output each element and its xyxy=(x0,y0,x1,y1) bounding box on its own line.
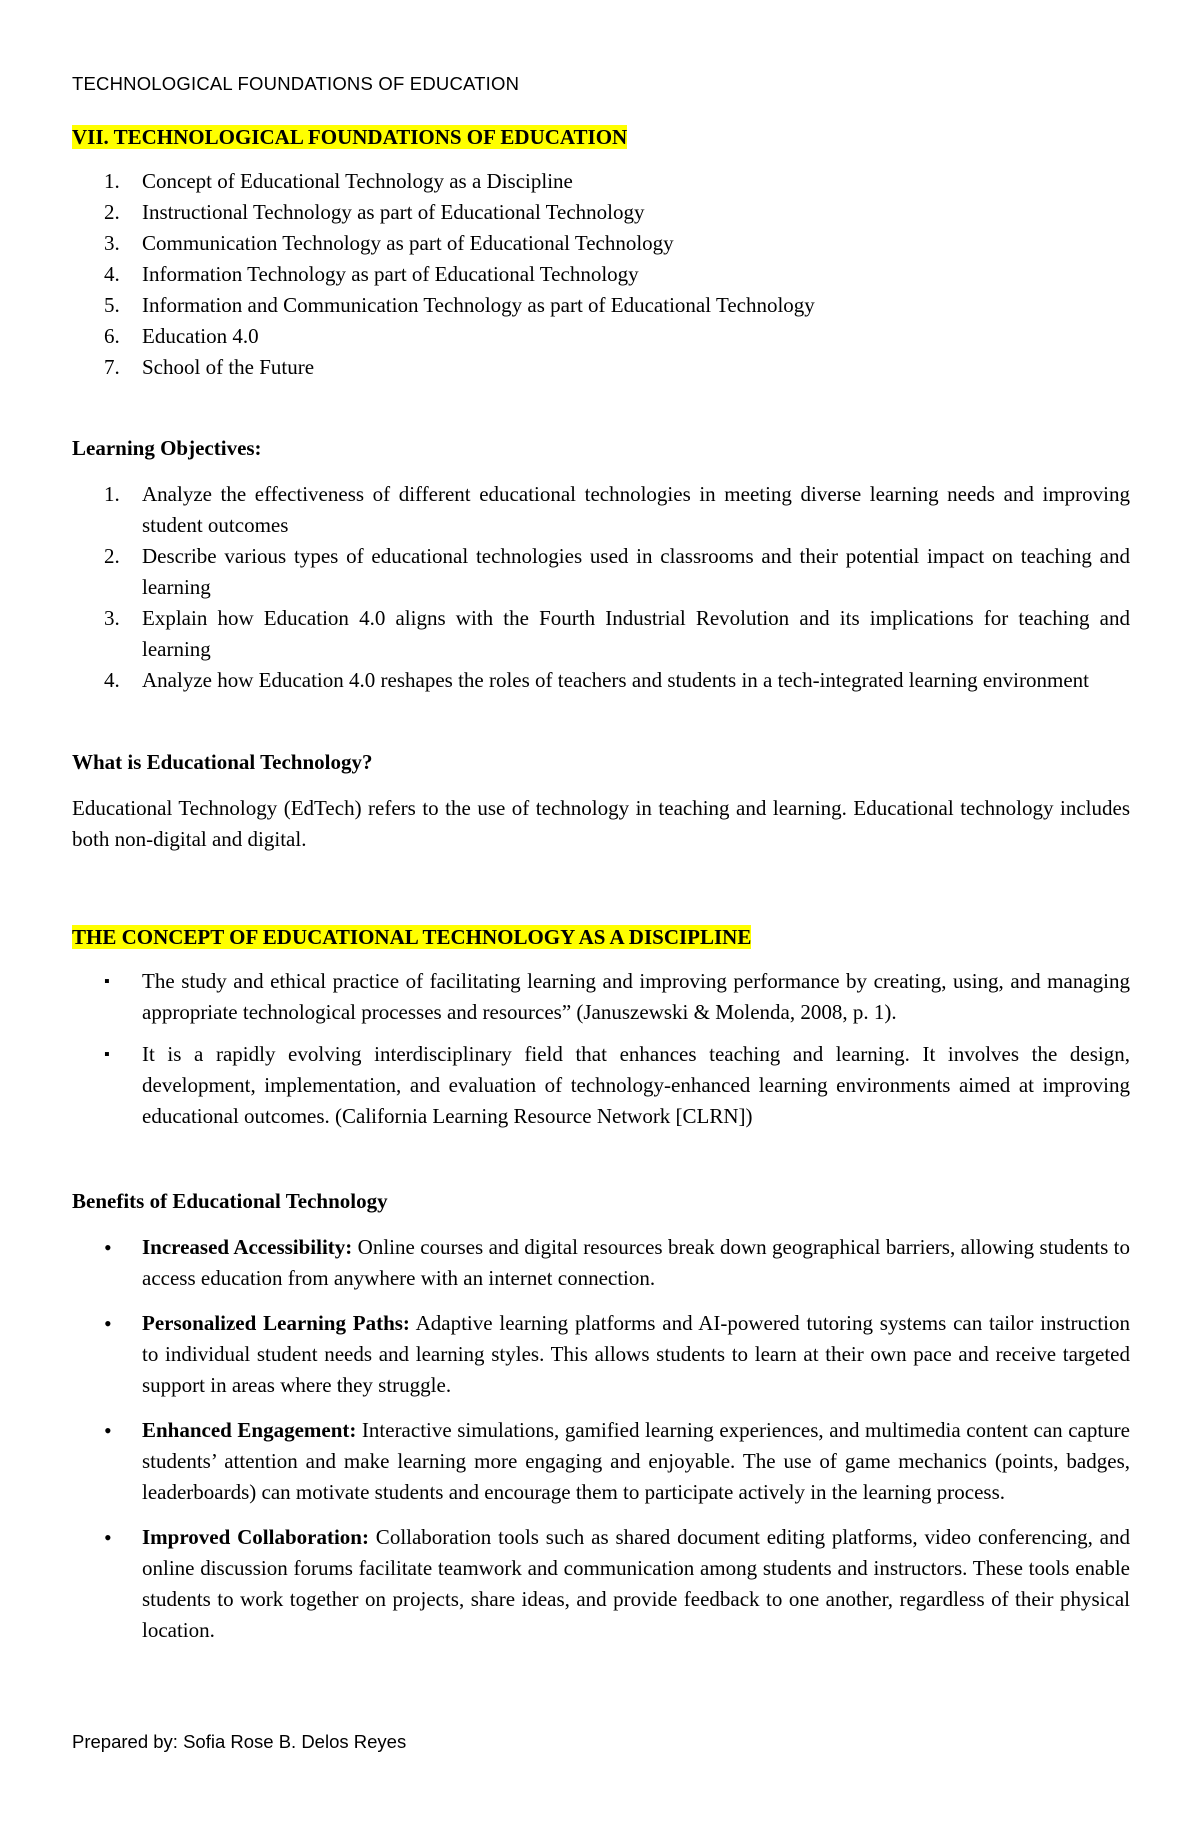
list-number: 5. xyxy=(104,293,120,317)
objective-item xyxy=(72,665,1130,696)
objective-item xyxy=(72,541,1130,603)
topic-item xyxy=(72,259,1130,290)
list-item-text: Describe various types of educational technologies used in classrooms and their potential impact on teaching and learning xyxy=(142,544,1130,599)
benefit-description: Interactive simulations, gamified learning experiences, and multimedia content can capture students’ attention and make learning more engaging and enjoyable. The use of game mechanics (points, badges, leaderboards) can motivate students and encourage them to participate actively in the learning process. xyxy=(142,1418,1131,1504)
list-item-text: School of the Future xyxy=(142,355,315,379)
topic-item xyxy=(72,290,1130,321)
list-number: 7. xyxy=(104,355,120,379)
benefits-heading: Benefits of Educational Technology xyxy=(72,1189,388,1213)
topic-item xyxy=(72,228,1130,259)
concept-bullet-text: The study and ethical practice of facilitating learning and improving performance by creating, using, and managing appropriate technological processes and resources” (Januszewski & Molenda, 2008, p. 1). xyxy=(142,969,1130,1024)
benefit-description: Adaptive learning platforms and AI-powered tutoring systems can tailor instruction to individual student needs and learning styles. This allows students to learn at their own pace and receive targeted support in areas where they struggle. xyxy=(142,1311,1130,1397)
list-number: 2. xyxy=(104,544,120,568)
topic-item xyxy=(72,321,1130,352)
list-item-text: Information Technology as part of Educational Technology xyxy=(142,262,639,286)
list-number: 6. xyxy=(104,324,120,348)
list-item-text: Education 4.0 xyxy=(142,324,259,348)
list-item-text: Analyze the effectiveness of different educational technologies in meeting diverse learning needs and improving student outcomes xyxy=(142,482,1130,537)
list-item-text: Concept of Educational Technology as a Discipline xyxy=(142,169,573,193)
concept-title xyxy=(72,922,751,953)
what-is-heading: What is Educational Technology? xyxy=(72,750,373,774)
list-item-text: Communication Technology as part of Educational Technology xyxy=(142,231,674,255)
benefits-list-block xyxy=(72,1232,1130,1660)
topic-item xyxy=(72,166,1130,197)
benefit-description: Online courses and digital resources break down geographical barriers, allowing students to access education from anywhere with an internet connection. xyxy=(142,1235,1130,1290)
bullet-dot-icon: • xyxy=(104,1311,112,1336)
concept-bullets xyxy=(72,966,1130,1132)
concept-title-text: THE CONCEPT OF EDUCATIONAL TECHNOLOGY AS A DISCIPLINE xyxy=(72,925,752,949)
topic-item xyxy=(72,197,1130,228)
objectives-list xyxy=(72,479,1130,696)
benefit-term: Enhanced Engagement: xyxy=(142,1418,357,1442)
list-number: 3. xyxy=(104,606,120,630)
topics-list-block xyxy=(72,166,1130,383)
topics-list xyxy=(72,166,1130,383)
benefit-item xyxy=(72,1308,1130,1401)
benefit-item xyxy=(72,1232,1130,1294)
square-bullet-icon: ▪ xyxy=(104,973,110,990)
list-number: 4. xyxy=(104,262,120,286)
concept-bullet-item xyxy=(72,966,1130,1028)
benefit-term: Improved Collaboration: xyxy=(142,1525,369,1549)
list-item-text: Information and Communication Technology as part of Educational Technology xyxy=(142,293,815,317)
square-bullet-icon: ▪ xyxy=(104,1046,110,1063)
bullet-dot-icon: • xyxy=(104,1525,112,1550)
list-item-text: Analyze how Education 4.0 reshapes the roles of teachers and students in a tech-integrated learning environment xyxy=(142,668,1089,692)
benefit-item xyxy=(72,1522,1130,1646)
list-number: 1. xyxy=(104,169,120,193)
list-item-text: Instructional Technology as part of Educational Technology xyxy=(142,200,645,224)
concept-bullets-block xyxy=(72,966,1130,1143)
list-number: 3. xyxy=(104,231,120,255)
what-is-paragraph: Educational Technology (EdTech) refers to the use of technology in teaching and learning. Educational technology includes both non-digital and digital. xyxy=(72,796,1130,851)
concept-bullet-item xyxy=(72,1039,1130,1132)
running-header: TECHNOLOGICAL FOUNDATIONS OF EDUCATION xyxy=(72,73,520,94)
learning-objectives-heading: Learning Objectives: xyxy=(72,436,262,460)
list-item-text: Explain how Education 4.0 aligns with the Fourth Industrial Revolution and its implications for teaching and learning xyxy=(142,606,1130,661)
section-vii-title xyxy=(72,122,627,153)
list-number: 4. xyxy=(104,668,120,692)
benefit-term: Increased Accessibility: xyxy=(142,1235,353,1259)
objective-item xyxy=(72,603,1130,665)
list-number: 2. xyxy=(104,200,120,224)
objectives-list-block xyxy=(72,479,1130,696)
concept-bullet-text: It is a rapidly evolving interdisciplinary field that enhances teaching and learning. It involves the design, development, implementation, and evaluation of technology-enhanced learning environments aimed at improving educational outcomes. (California Learning Resource Network [CLRN]) xyxy=(142,1042,1130,1128)
list-number: 1. xyxy=(104,482,120,506)
section-vii-title-text: VII. TECHNOLOGICAL FOUNDATIONS OF EDUCATION xyxy=(72,125,628,149)
bullet-dot-icon: • xyxy=(104,1418,112,1443)
benefit-term: Personalized Learning Paths: xyxy=(142,1311,410,1335)
objective-item xyxy=(72,479,1130,541)
benefits-list xyxy=(72,1232,1130,1646)
topic-item xyxy=(72,352,1130,383)
bullet-dot-icon: • xyxy=(104,1235,112,1260)
benefit-description: Collaboration tools such as shared document editing platforms, video conferencing, and online discussion forums facilitate teamwork and communication among students and instructors. These tools enable students to work together on projects, share ideas, and provide feedback to one another, regardless of their physical location. xyxy=(142,1525,1131,1642)
benefit-item xyxy=(72,1415,1130,1508)
footer-prepared-by: Prepared by: Sofia Rose B. Delos Reyes xyxy=(72,1731,407,1752)
